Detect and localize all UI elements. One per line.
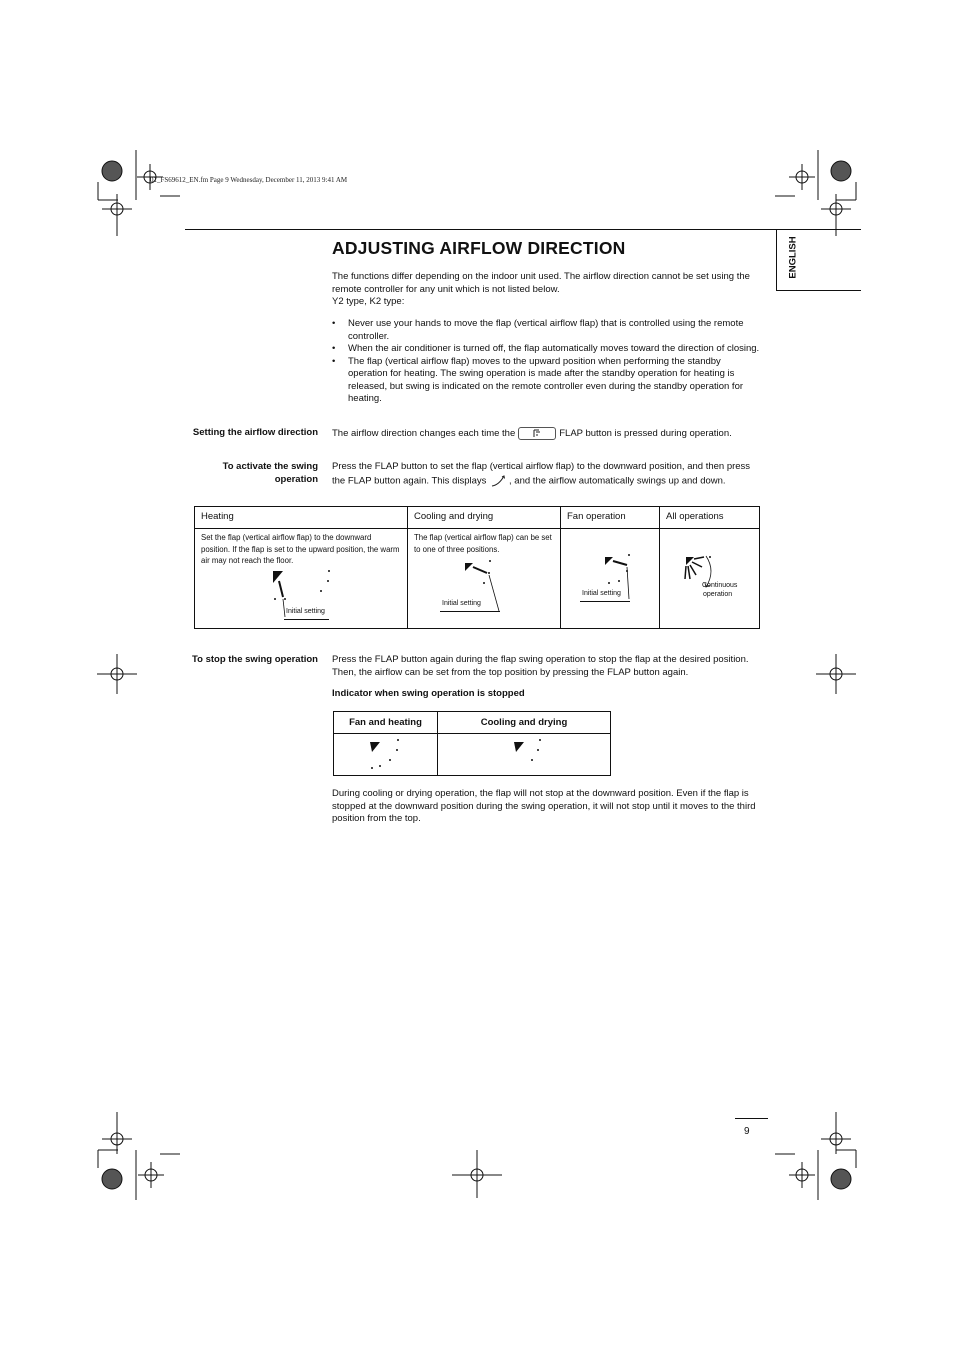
airflow-modes-table [194,506,760,629]
swing-note: During cooling or drying operation, the flap will not stop at the downward position. Even if the flap is stopped at the downward position during the swing operation, it will not stop until it moves to the third position from the top. [332,788,756,824]
language-tab-label: ENGLISH [787,236,799,279]
all-operations-cell [660,529,760,629]
indicator-header-fan-heating: Fan and heating [334,712,438,734]
indicator-heading: Indicator when swing operation is stopped [332,688,525,699]
language-tab-side [776,229,777,291]
flap-button-icon [518,427,556,440]
page-title: ADJUSTING AIRFLOW DIRECTION [332,238,626,258]
list-item: • The flap (vertical airflow flap) moves to the upward position when performing the standby operation for heating. The swing operation is made after the standby operation for heating is released, but swing is indicated on the remote controller even during the standby operation for heating. [332,356,762,406]
page-number: 9 [744,1126,750,1137]
activate-text-after: , and the airflow automatically swings up and down. [509,475,726,487]
setting-airflow-text [332,427,762,441]
setting-airflow-label: Setting the airflow direction [192,427,318,438]
intro-line2: Y2 type, K2 type: [332,296,405,307]
cooling-cell [408,529,561,629]
table-header-cooling: Cooling and drying [408,507,561,529]
stop-swing-text: Press the FLAP button again during the flap swing operation to stop the flap at the desired position. Then, the airflow can be set from the top position by pressing the FLAP button again. [332,654,749,678]
heating-initial-setting: Initial setting [286,608,325,615]
intro-line1: The functions differ depending on the indoor unit used. The airflow direction cannot be set using the remote controller for any unit which is not listed below. [332,271,750,295]
heating-text: Set the flap (vertical airflow flap) to the downward position. If the flap is set to the upward position, the warm air may not reach the floor. [201,533,400,565]
intro-paragraph [332,271,762,309]
setting-text-after: FLAP button is pressed during operation. [559,428,732,440]
heating-initial-underline [284,619,329,620]
file-header: 01_FS69612_EN.fm Page 9 Wednesday, December 11, 2013 9:41 AM [150,176,348,184]
indicator-table [333,711,611,776]
indicator-cooling-drying-cell [438,734,611,776]
cooling-drying-indicator-figure [512,738,562,778]
continuous-operation-label: Continuous operation [702,582,738,598]
cooling-initial-underline [440,611,500,612]
language-tab-rule [776,290,861,291]
swing-indicator-icon [489,474,509,488]
table-header-fan: Fan operation [561,507,660,529]
language-tab [784,236,800,280]
caution-list [332,318,762,406]
activate-text-before: Press the FLAP button to set the flap (vertical airflow flap) to the downward position, and then press the FLAP button again. This displays [332,461,751,487]
list-item: • Never use your hands to move the flap (vertical airflow flap) that is controlled using the remote controller. [332,318,762,343]
list-item: • When the air conditioner is turned off, the flap automatically moves toward the direction of closing. [332,343,762,356]
setting-text-before: The airflow direction changes each time the [332,428,516,440]
indicator-header-cooling-drying: Cooling and drying [438,712,611,734]
activate-swing-label: To activate the swing operation [222,461,318,485]
fan-cell [561,529,660,629]
activate-swing-text [332,461,762,488]
heating-cell [195,529,408,629]
header-rule [185,229,861,230]
cooling-initial-setting: Initial setting [442,600,481,607]
stop-swing-label: To stop the swing operation [192,654,318,665]
table-header-all: All operations [660,507,760,529]
fan-initial-setting: Initial setting [582,590,621,597]
fan-heating-indicator-figure [368,738,418,778]
table-header-heating: Heating [195,507,408,529]
fan-initial-underline [580,601,630,602]
cooling-text: The flap (vertical airflow flap) can be set to one of three positions. [414,533,552,554]
indicator-fan-heating-cell [334,734,438,776]
page-number-rule [735,1118,768,1119]
